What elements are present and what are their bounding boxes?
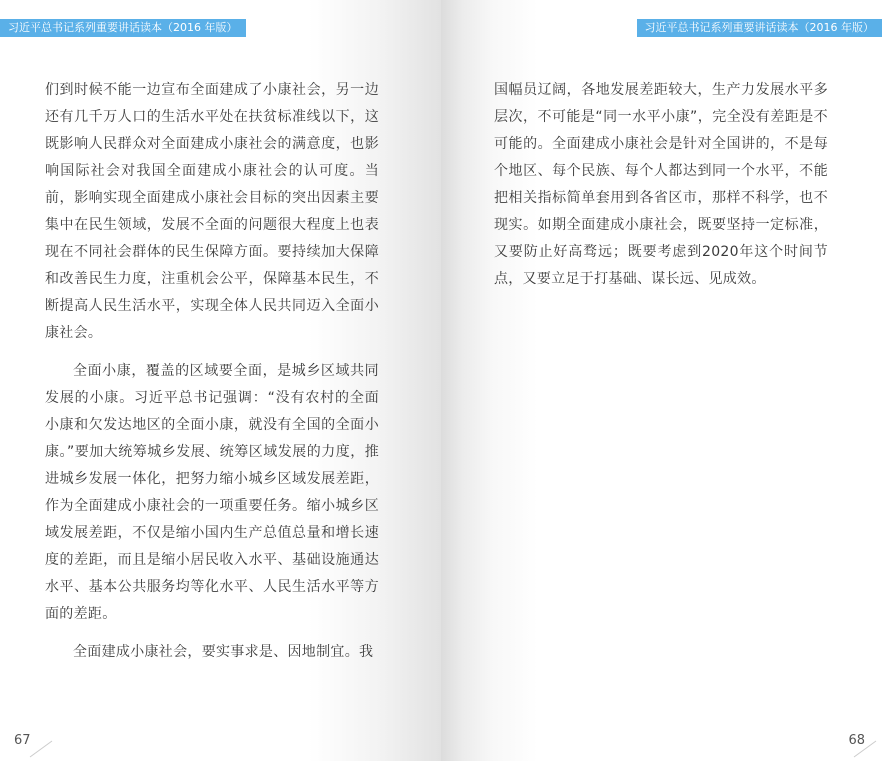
- right-running-header: 习近平总书记系列重要讲话读本（2016 年版）: [637, 19, 882, 37]
- left-running-header: 习近平总书记系列重要讲话读本（2016 年版）: [0, 19, 246, 37]
- right-page: [441, 0, 882, 761]
- left-page-number: 67: [14, 733, 31, 748]
- left-paragraph-3: 全面建成小康社会，要实事求是、因地制宜。我: [73, 644, 374, 660]
- right-corner-slash-decoration: [852, 738, 878, 758]
- left-body-text: [45, 77, 379, 677]
- left-paragraph-1: 们到时候不能一边宣布全面建成了小康社会，另一边还有几千万人口的生活水平处在扶贫标准线以下，这既影响人民群众对全面建成小康社会的满意度，也影响国际社会对我国全面建成小康社会的认可度。当前，影响实现全面建成小康社会目标的突出因素主要集中在民生领域，发展不全面的问题很大程度上也表现在不同社会群体的民生保障方面。要持续加大保障和改善民生力度，注重机会公平，保障基本民生，不断提高人民生活水平，实现全体人民共同迈入全面小康社会。: [45, 82, 379, 341]
- right-paragraph-1: 国幅员辽阔，各地发展差距较大，生产力发展水平多层次，不可能是“同一水平小康”，完全没有差距是不可能的。全面建成小康社会是针对全国讲的，不是每个地区、每个民族、每个人都达到同一个水平，不能把相关指标简单套用到各省区市，那样不科学，也不现实。如期全面建成小康社会，既要坚持一定标准，又要防止好高骛远；既要考虑到2020年这个时间节点，又要立足于打基础、谋长远、见成效。: [494, 82, 828, 287]
- left-paragraph-2: 全面小康，覆盖的区域要全面，是城乡区域共同发展的小康。习近平总书记强调：“没有农村的全面小康和欠发达地区的全面小康，就没有全国的全面小康。”要加大统筹城乡发展、统筹区域发展的力度，推进城乡发展一体化，把努力缩小城乡区域发展差距，作为全面建成小康社会的一项重要任务。缩小城乡区域发展差距，不仅是缩小国内生产总值总量和增长速度的差距，而且是缩小居民收入水平、基础设施通达水平、基本公共服务均等化水平、人民生活水平等方面的差距。: [45, 363, 379, 622]
- left-corner-slash-decoration: [28, 738, 54, 758]
- right-body-text: [494, 77, 828, 304]
- right-page-number: 68: [848, 733, 865, 748]
